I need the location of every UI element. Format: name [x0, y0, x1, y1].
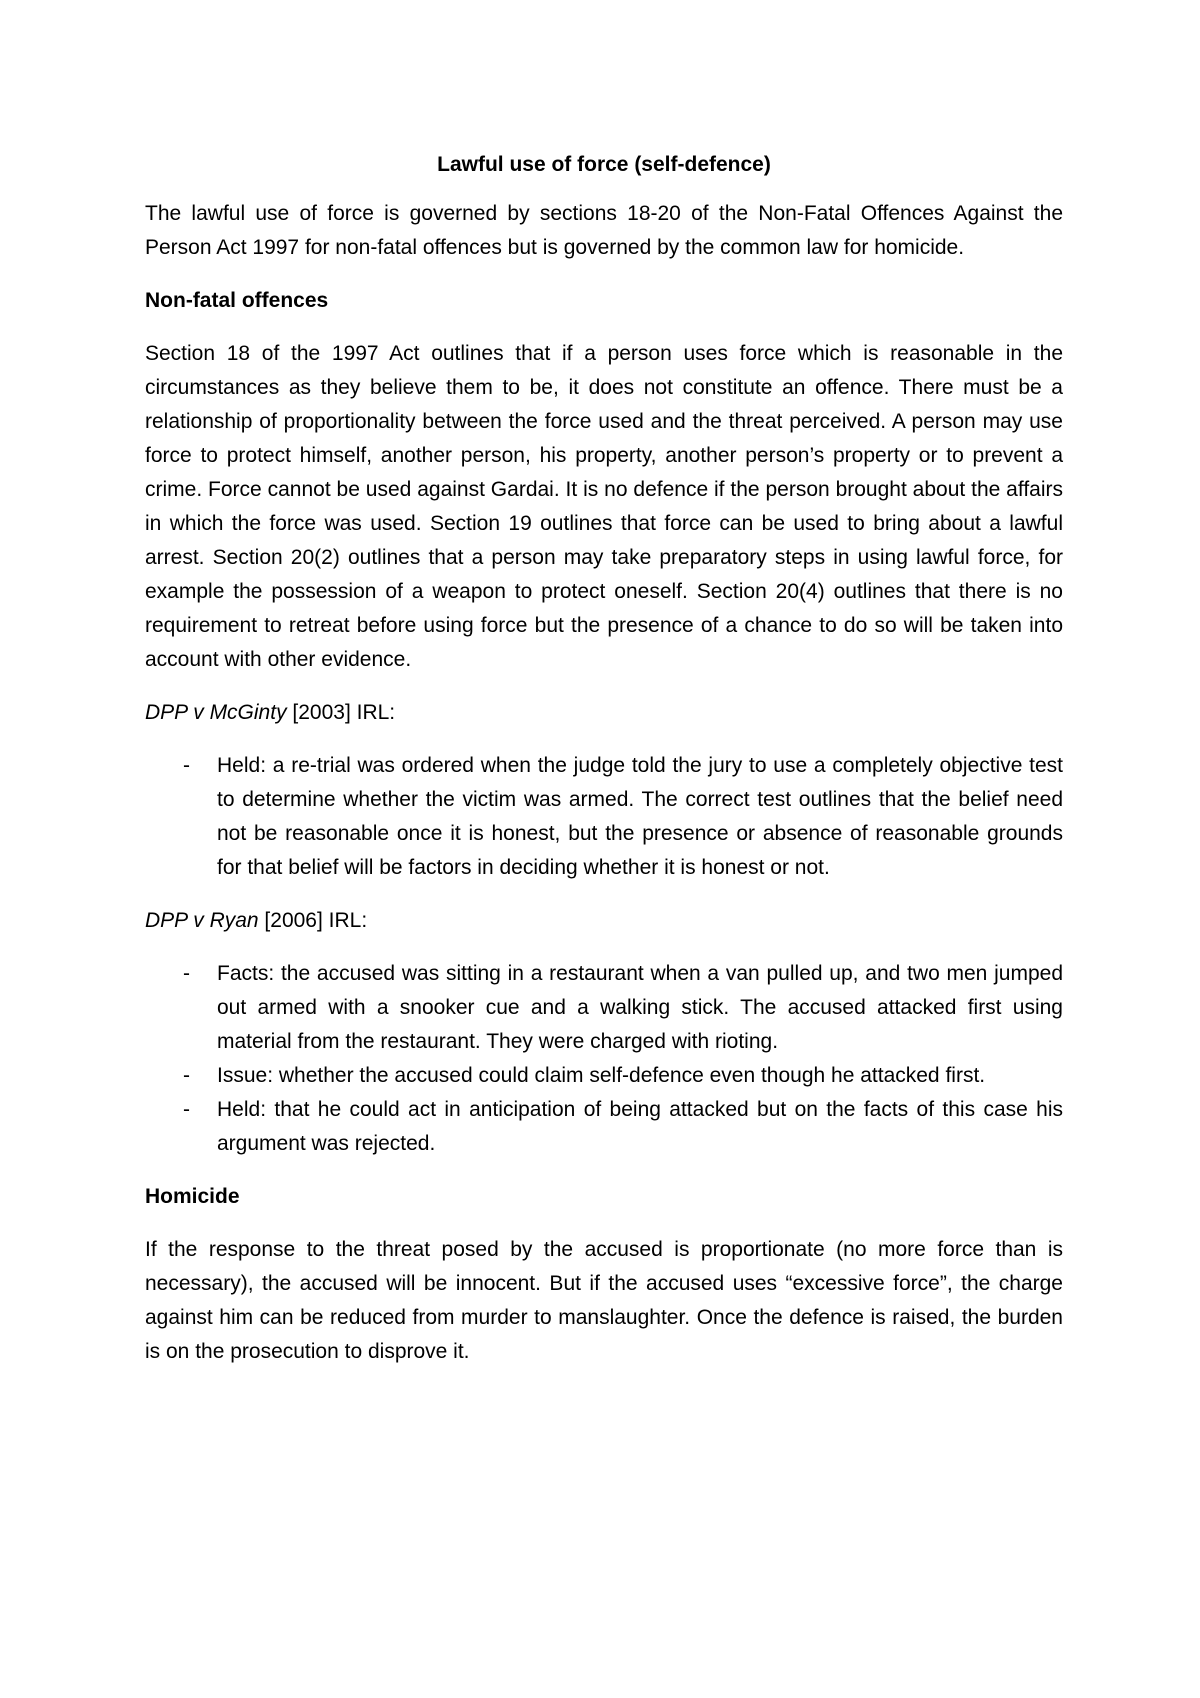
homicide-paragraph: If the response to the threat posed by the accused is proportionate (no more force than is necessary), the accused will be innocent. But if the accused uses “excessive force”, the charge against him can be reduced from murder to manslaughter. Once the defence is raised, the burden is on the prosecution to disprove it. [145, 1238, 1063, 1363]
dash-bullet: - [183, 1064, 190, 1087]
case-mcginty-points [145, 749, 1063, 885]
list-item [145, 749, 1063, 885]
document-title: Lawful use of force (self-defence) [437, 153, 771, 176]
dash-bullet: - [183, 754, 190, 777]
list-item-text: Issue: whether the accused could claim self-defence even though he attacked first. [217, 1064, 986, 1087]
case-mcginty-title [145, 696, 1063, 730]
list-item-text: Facts: the accused was sitting in a restaurant when a van pulled up, and two men jumped out armed with a snooker cue and a walking stick. The accused attacked first using material from the restaurant. They were charged with rioting. [217, 962, 1063, 1053]
case-citation: [2003] IRL: [286, 701, 396, 724]
homicide-heading: Homicide [145, 1185, 240, 1208]
list-item [145, 1059, 1063, 1093]
non-fatal-heading: Non-fatal offences [145, 289, 329, 312]
dash-bullet: - [183, 1098, 190, 1121]
list-item-text: Held: a re-trial was ordered when the judge told the jury to use a completely objective test to determine whether the victim was armed. The correct test outlines that the belief need not be reasonable once it is honest, but the presence or absence of reasonable grounds for that belief will be factors in deciding whether it is honest or not. [217, 754, 1063, 879]
case-name: DPP v McGinty [145, 701, 287, 724]
case-name: DPP v Ryan [145, 909, 259, 932]
list-item [145, 1093, 1063, 1161]
list-item-text: Held: that he could act in anticipation of being attacked but on the facts of this case his argument was rejected. [217, 1098, 1063, 1155]
case-citation: [2006] IRL: [258, 909, 368, 932]
dash-bullet: - [183, 962, 190, 985]
list-item [145, 957, 1063, 1059]
case-ryan-title [145, 904, 1063, 938]
case-ryan-points [145, 957, 1063, 1161]
intro-paragraph: The lawful use of force is governed by sections 18-20 of the Non-Fatal Offences Against the Person Act 1997 for non-fatal offences but is governed by the common law for homicide. [145, 202, 1063, 259]
document-page [145, 148, 1063, 1388]
non-fatal-paragraph: Section 18 of the 1997 Act outlines that if a person uses force which is reasonable in the circumstances as they believe them to be, it does not constitute an offence. There must be a relationship of proportionality between the force used and the threat perceived. A person may use force to protect himself, another person, his property, another person’s property or to prevent a crime. Force cannot be used against Gardai. It is no defence if the person brought about the affairs in which the force was used. Section 19 outlines that force can be used to bring about a lawful arrest. Section 20(2) outlines that a person may take preparatory steps in using lawful force, for example the possession of a weapon to protect oneself. Section 20(4) outlines that there is no requirement to retreat before using force but the presence of a chance to do so will be taken into account with other evidence. [145, 342, 1063, 671]
